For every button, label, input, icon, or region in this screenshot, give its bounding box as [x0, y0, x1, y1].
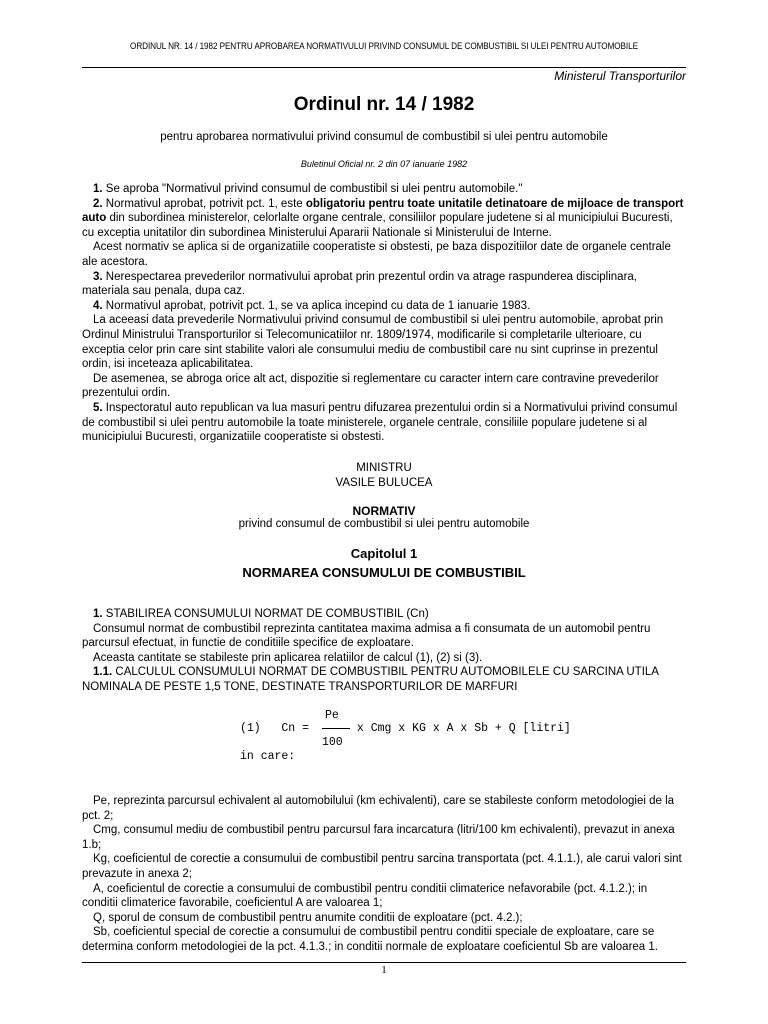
fraction-bar: [322, 728, 350, 729]
signature-name: VASILE BULUCEA: [335, 477, 433, 489]
article-4-paragraph: De asemenea, se abroga orice alt act, dispozitie si reglementare cu caracter intern care contravine prevederilor prezentului ordin.: [82, 372, 659, 400]
section-paragraph: Aceasta cantitate se stabileste prin aplicarea relatiilor de calcul (1), (2) si (3).: [93, 651, 483, 664]
article-2: [82, 197, 686, 241]
document-title: Ordinul nr. 14 / 1982: [293, 94, 475, 115]
running-header: ORDINUL NR. 14 / 1982 PENTRU APROBAREA NORMATIVULUI PRIVIND CONSUMUL DE COMBUSTIBIL SI ULEI PENTRU AUTOMOBILE: [130, 41, 638, 52]
normativ-subheading: privind consumul de combustibil si ulei pentru automobile: [238, 518, 530, 530]
article-number: 5.: [93, 401, 103, 414]
chapter-title: NORMAREA CONSUMULUI DE COMBUSTIBIL: [242, 565, 526, 580]
formula-in-care: in care:: [240, 750, 296, 763]
article-4-paragraph: La aceeasi data prevederile Normativului privind consumul de combustibil si ulei pentru automobile, aprobat prin Ordinul Ministrului Transporturilor si Telecomunicatiilor nr. 1809/1974, modificarile si completarile ulterioare, cu exceptia celor prin care sint stabilite valori ale consumului mediu de combustibil care nu sint cuprinse in prezentul ordin, isi inceteaza aplicabilitatea.: [82, 314, 664, 371]
formula-body: x Cmg x KG x A x Sb + Q [litri]: [350, 722, 571, 735]
definition-item: Cmg, consumul mediu de combustibil pentru parcursul fara incarcatura (litri/100 km echivalenti), prevazut in anexa 1.b;: [82, 824, 675, 851]
article-text: Inspectoratul auto republican va lua masuri pentru difuzarea prezentului ordin si a Normativului privind consumul de combustibil si ulei pentru automobile la toate ministerele, organele centrale, consiliile populare judetene si al municipiului Bucuresti, organizatiile cooperatiste si obstesti.: [82, 401, 678, 444]
bulletin-reference: Buletinul Oficial nr. 2 din 07 ianuarie 1982: [300, 159, 468, 169]
section-number: 1.: [93, 608, 103, 620]
definition-item: Q, sporul de consum de combustibil pentru anumite conditii de exploatare (pct. 4.2.);: [93, 911, 523, 924]
formula-label: (1) Cn =: [240, 722, 316, 735]
footer-rule: [82, 962, 686, 963]
definition-item: Sb, coeficientul special de corectie a consumului de combustibil pentru conditii speciale de exploatare, care se determina conform metodologiei de la pct. 4.1.3.; in conditii normale de exploatare coeficientul Sb are valoarea 1.: [82, 926, 658, 953]
ministry-name: Ministerul Transporturilor: [554, 69, 686, 83]
article-text: Normativul aprobat, potrivit pct. 1, se va aplica incepind cu data de 1 ianuarie 1983.: [102, 299, 531, 312]
chapter-number: Capitolul 1: [350, 546, 418, 561]
page-number: 1: [381, 964, 387, 976]
order-articles: [82, 182, 686, 445]
article-number: 3.: [93, 270, 103, 283]
subsection-title: CALCULUL CONSUMULUI NORMAT DE COMBUSTIBIL PENTRU AUTOMOBILELE CU SARCINA UTILA NOMINALA DE PESTE 1,5 TONE, DESTINATE TRANSPORTURILOR DE MARFURI: [82, 666, 659, 693]
formula-denominator: 100: [322, 736, 343, 749]
article-5: [82, 401, 686, 445]
definition-item: A, coeficientul de corectie a consumului de combustibil pentru conditii climaterice nefavorabile (pct. 4.1.2.); in conditii climaterice favorabile, coeficientul A are valoarea 1;: [82, 882, 648, 910]
article-text: din subordinea ministerelor, celorlalte organe centrale, consiliilor populare judetene si al municipiului Bucuresti, cu exceptia unitatilor din subordinea Ministerului Apararii Nationale si Ministerului de Interne.: [82, 212, 673, 239]
definition-item: Pe, reprezinta parcursul echivalent al automobilului (km echivalenti), care se stabileste conform metodologiei de la pct. 2;: [82, 795, 675, 822]
article-1: [82, 182, 686, 197]
article-4: [82, 299, 686, 314]
definition-item: Kg, coeficientul de corectie a consumului de combustibil pentru sarcina transportata (pct. 4.1.1.), ale carui valori sint prevazute in anexa 2;: [82, 853, 682, 880]
section-title: STABILIREA CONSUMULUI NORMAT DE COMBUSTIBIL (Cn): [102, 608, 429, 620]
article-number: 4.: [93, 299, 103, 312]
article-text: Normativul aprobat, potrivit pct. 1, este: [102, 197, 306, 210]
normativ-heading: NORMATIV: [352, 504, 416, 518]
document-subtitle: pentru aprobarea normativului privind consumul de combustibil si ulei pentru automobile: [160, 131, 608, 143]
article-2-paragraph: Acest normativ se aplica si de organizatiile cooperatiste si obstesti, pe baza dispozitiilor date de organele centrale ale acestora.: [82, 241, 671, 268]
article-text: Se aproba "Normativul privind consumul de combustibil si ulei pentru automobile.": [102, 183, 523, 195]
section-heading: [82, 607, 686, 622]
article-number: 1.: [93, 183, 103, 195]
subsection-number: 1.1.: [93, 666, 113, 679]
signature-block: [82, 461, 686, 491]
article-3: [82, 270, 686, 299]
formula-numerator: Pe: [325, 709, 339, 722]
definitions-list: [82, 794, 686, 955]
article-emphasis: obligatoriu pentru toate unitatile detinatoare de mijloace de transport auto: [82, 197, 684, 225]
section-1: [82, 607, 686, 695]
section-paragraph: Consumul normat de combustibil reprezinta cantitatea maxima admisa a fi consumata de un automobil pentru parcursul efectuat, in functie de conditiile specifice de exploatare.: [82, 622, 651, 650]
subsection-heading: [82, 665, 686, 694]
article-text: Nerespectarea prevederilor normativului aprobat prin prezentul ordin va atrage raspunderea disciplinara, materiala sau penala, dupa caz.: [82, 270, 638, 298]
article-number: 2.: [93, 197, 103, 210]
header-rule: [82, 67, 686, 68]
signature-role: MINISTRU: [356, 462, 412, 474]
